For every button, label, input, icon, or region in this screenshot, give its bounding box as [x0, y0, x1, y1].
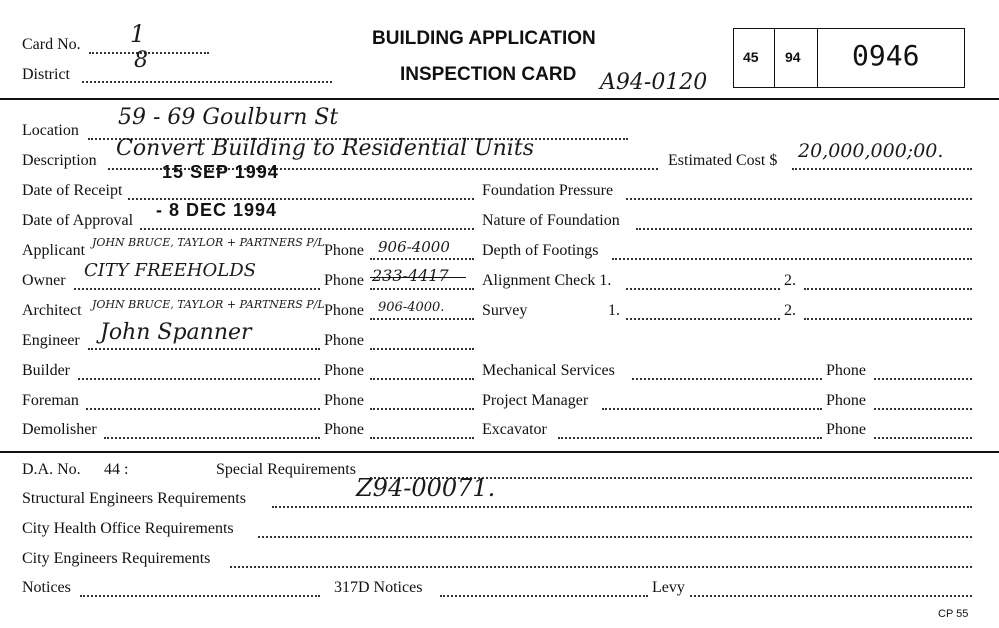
excavator-dotted-line	[558, 437, 822, 439]
estimated-cost-dotted-line	[792, 168, 972, 170]
builder-phone-dotted-line	[370, 378, 474, 380]
da-no-value: 44 :	[104, 461, 129, 478]
owner-dotted-line	[74, 288, 320, 290]
levy-dotted-line	[690, 595, 972, 597]
box-94	[774, 28, 818, 88]
card-title-line2: INSPECTION CARD	[400, 64, 577, 85]
builder-phone-label: Phone	[324, 362, 364, 379]
engineer-label: Engineer	[22, 332, 80, 349]
project-manager-phone-label: Phone	[826, 392, 866, 409]
depth-footings-label: Depth of Footings	[482, 242, 599, 259]
applicant-phone-label: Phone	[324, 242, 364, 259]
mechanical-services-dotted-line	[632, 378, 822, 380]
foundation-pressure-dotted-line	[626, 198, 972, 200]
card-title-line1: BUILDING APPLICATION	[372, 28, 596, 49]
alignment-1-dotted-line	[626, 288, 780, 290]
owner-label: Owner	[22, 272, 66, 289]
foreman-phone-label: Phone	[324, 392, 364, 409]
owner-value: CITY FREEHOLDS	[84, 260, 256, 281]
foreman-phone-dotted-line	[370, 408, 474, 410]
demolisher-phone-label: Phone	[324, 421, 364, 438]
notices-317d-dotted-line	[440, 595, 648, 597]
date-approval-dotted-line	[140, 228, 474, 230]
notices-317d-label: 317D Notices	[334, 579, 423, 596]
architect-phone-label: Phone	[324, 302, 364, 319]
date-approval-stamp: - 8 DEC 1994	[156, 200, 278, 220]
nature-foundation-label: Nature of Foundation	[482, 212, 620, 229]
architect-phone-value: 906-4000.	[378, 300, 445, 315]
estimated-cost-value: 20,000,000;00.	[798, 140, 944, 162]
district-label: District	[22, 66, 70, 83]
alignment-2-label: 2.	[784, 272, 796, 289]
survey-2-label: 2.	[784, 302, 796, 319]
box-card-number	[817, 28, 965, 88]
structural-requirements-dotted-line	[272, 506, 972, 508]
health-office-label: City Health Office Requirements	[22, 520, 234, 537]
demolisher-dotted-line	[104, 437, 320, 439]
location-label: Location	[22, 122, 79, 139]
foundation-pressure-label: Foundation Pressure	[482, 182, 614, 199]
nature-foundation-dotted-line	[636, 228, 972, 230]
applicant-phone-dotted-line	[370, 258, 474, 260]
builder-label: Builder	[22, 362, 70, 379]
alignment-check-label: Alignment Check 1.	[482, 272, 612, 289]
owner-phone-label: Phone	[324, 272, 364, 289]
mechanical-services-label: Mechanical Services	[482, 362, 615, 379]
project-manager-dotted-line	[602, 408, 822, 410]
project-manager-label: Project Manager	[482, 392, 589, 409]
estimated-cost-label: Estimated Cost $	[668, 152, 778, 169]
structural-requirements-value: Z94-00071.	[356, 474, 496, 502]
survey-1-dotted-line	[626, 318, 780, 320]
card-number-text: 0946	[852, 39, 920, 72]
alignment-2-dotted-line	[804, 288, 972, 290]
builder-dotted-line	[78, 378, 320, 380]
mechanical-phone-dotted-line	[874, 378, 972, 380]
applicant-label: Applicant	[22, 242, 86, 259]
card-no-value: 1	[130, 20, 146, 48]
city-engineers-label: City Engineers Requirements	[22, 550, 211, 567]
engineer-dotted-line	[88, 348, 320, 350]
date-receipt-stamp: 15 SEP 1994	[162, 162, 279, 182]
da-no-label: D.A. No.	[22, 461, 81, 478]
health-office-dotted-line	[258, 536, 972, 538]
survey-label: Survey	[482, 302, 528, 319]
engineer-value: John Spanner	[100, 320, 252, 345]
mechanical-phone-label: Phone	[826, 362, 866, 379]
date-approval-label: Date of Approval	[22, 212, 134, 229]
levy-label: Levy	[652, 579, 685, 596]
notices-label: Notices	[22, 579, 71, 596]
applicant-phone-value: 906-4000	[378, 238, 450, 256]
foreman-dotted-line	[86, 408, 320, 410]
header-divider	[0, 98, 999, 100]
foreman-label: Foreman	[22, 392, 79, 409]
demolisher-phone-dotted-line	[370, 437, 474, 439]
engineer-phone-label: Phone	[324, 332, 364, 349]
box-45-text: 45	[743, 49, 759, 65]
survey-1-label: 1.	[608, 302, 620, 319]
excavator-phone-label: Phone	[826, 421, 866, 438]
project-manager-phone-dotted-line	[874, 408, 972, 410]
architect-label: Architect	[22, 302, 82, 319]
owner-phone-strikethrough	[370, 277, 466, 278]
reference-handwritten: A94-0120	[600, 70, 708, 95]
requirements-divider	[0, 451, 999, 453]
applicant-value: JOHN BRUCE, TAYLOR + PARTNERS P/L	[92, 236, 325, 249]
district-dotted-line	[82, 81, 332, 83]
location-value: 59 - 69 Goulburn St	[118, 105, 339, 130]
box-45	[733, 28, 775, 88]
notices-dotted-line	[80, 595, 320, 597]
survey-2-dotted-line	[804, 318, 972, 320]
special-requirements-label: Special Requirements	[216, 461, 356, 478]
architect-phone-dotted-line	[370, 318, 474, 320]
engineer-phone-dotted-line	[370, 348, 474, 350]
depth-footings-dotted-line	[612, 258, 972, 260]
description-value: Convert Building to Residential Units	[116, 136, 534, 161]
box-94-text: 94	[785, 49, 801, 65]
date-receipt-label: Date of Receipt	[22, 182, 123, 199]
owner-phone-value: 233-4417	[372, 266, 449, 285]
owner-phone-dotted-line	[370, 288, 474, 290]
architect-value: JOHN BRUCE, TAYLOR + PARTNERS P/L	[92, 298, 325, 311]
demolisher-label: Demolisher	[22, 421, 97, 438]
card-no-label: Card No.	[22, 36, 81, 53]
card-no-dotted-line	[89, 52, 209, 54]
city-engineers-dotted-line	[230, 566, 972, 568]
structural-requirements-label: Structural Engineers Requirements	[22, 490, 246, 507]
description-label: Description	[22, 152, 97, 169]
district-value: 8	[134, 48, 148, 73]
excavator-phone-dotted-line	[874, 437, 972, 439]
excavator-label: Excavator	[482, 421, 547, 438]
form-code: CP 55	[938, 608, 969, 620]
